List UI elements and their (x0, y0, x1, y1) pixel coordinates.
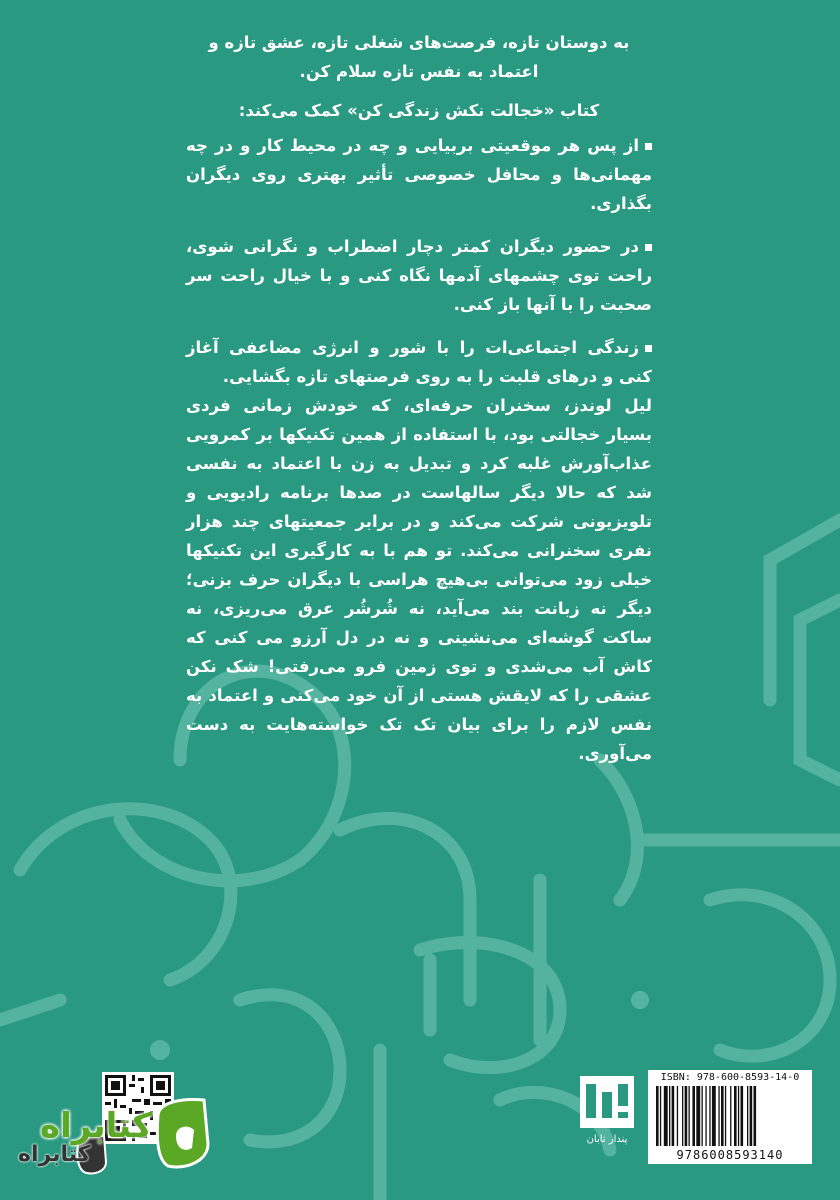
isbn-digits: 9786008593140 (676, 1148, 784, 1162)
bullet-item: از پس هر موقعیتی بربیایی و چه در محیط کار و در چه مهمانی‌ها و محافل خصوصی تأثیر بهتری روی دیگران بگذاری. (186, 136, 652, 213)
subhead-text: کتاب «خجالت نکش زندگی کن» کمک می‌کند: (238, 101, 600, 120)
watermark-text-large: کتابراه (40, 1106, 153, 1146)
intro-text: به دوستان تازه، فرصت‌های شغلی تازه، عشق تازه و اعتماد به نفس تازه سلام کن. (208, 33, 630, 81)
isbn-label: ISBN: 978-600-8593-14-0 (660, 1072, 800, 1083)
bullet-square-icon (645, 244, 652, 251)
back-cover-text (186, 28, 652, 768)
publisher-logo (578, 1072, 636, 1132)
watermark-text-small: کتابراه (18, 1142, 91, 1167)
bullet-item: زندگی اجتماعی‌ات را با شور و انرژی مضاعفی آغاز کنی و درهای قلبت را به روی فرصتهای تازه بگشایی. (186, 338, 652, 386)
body-paragraph: لیل لوندز، سخنران حرفه‌ای، که خودش زمانی فردی بسیار خجالتی بود، با استفاده از همین تکنیکها بر کمرویی عذاب‌آورش غلبه کرد و تبدیل به زن با اعتماد به نفسی شد که حالا دیگر سالهاست در صدها برنامه رادیویی و تلویزیونی شرکت می‌کند و در برابر جمعیتهای چند هزار نفری سخنرانی می‌کند. تو هم با به کارگیری این تکنیکها خیلی زود می‌توانی بی‌هیچ هراسی با دیگران حرف بزنی؛ دیگر نه زبانت بند می‌آید، نه شُرشُر عرق می‌ریزی، نه ساکت گوشه‌ای می‌نشینی و نه در دل آرزو می کنی که کاش آب می‌شدی و توی زمین فرو می‌رفتی! شک نکن عشقی را که لایقش هستی از آن خود می‌کنی و اعتماد به نفس لازم را برای بیان تک تک خواسته‌هایت به دست می‌آوری. (186, 396, 652, 763)
bullet-square-icon (645, 345, 652, 352)
bullet-square-icon (645, 143, 652, 150)
barcode-icon (654, 1086, 806, 1146)
isbn-barcode (648, 1070, 812, 1164)
publisher-name: پندار تابان (586, 1134, 628, 1145)
bullet-item: در حضور دیگران کمتر دچار اضطراب و نگرانی شوی، راحت توی چشمهای آدمها نگاه کنی و با خیال راحت سر صحبت را با آنها باز کنی. (186, 237, 652, 314)
